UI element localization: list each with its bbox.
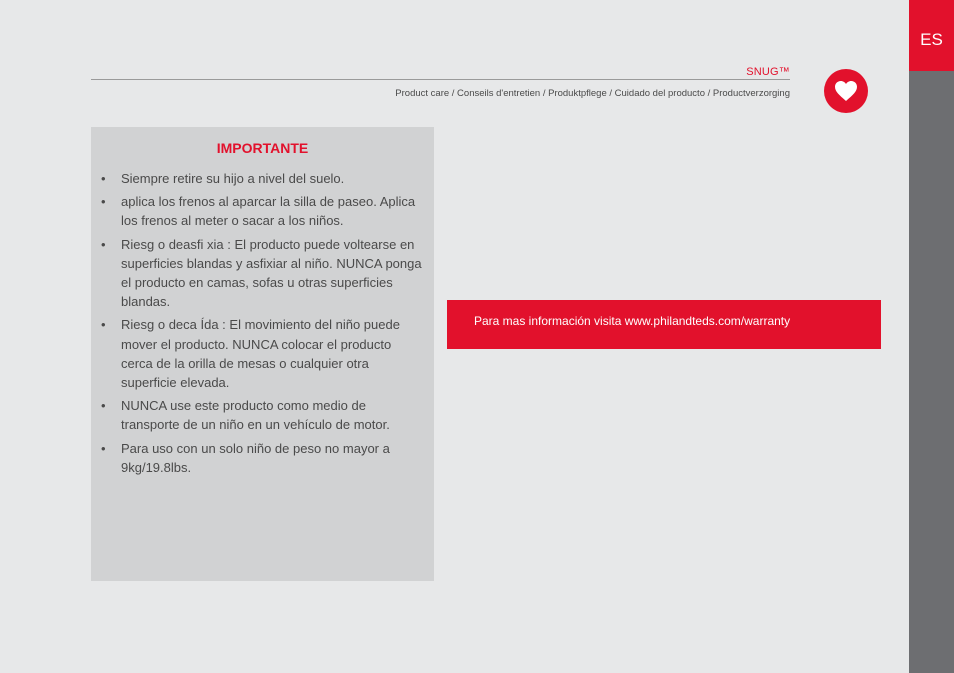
brand-name: SNUG™ — [746, 66, 790, 78]
warning-item: • Siempre retire su hijo a nivel del suelo. — [121, 169, 426, 188]
warning-item: • Riesg o deca Ída : El movimiento del niño puede mover el producto. NUNCA colocar el producto cerca de la orilla de mesas o cualquier otra superficie elevada. — [121, 315, 426, 392]
header-divider — [91, 79, 790, 80]
warning-item: • NUNCA use este producto como medio de transporte de un niño en un vehículo de motor. — [121, 396, 426, 434]
important-panel — [91, 127, 434, 581]
warranty-text: Para mas información visita www.philandteds.com/warranty — [474, 314, 791, 328]
warning-item: • Riesg o deasfi xia : El producto puede voltearse en superficies blandas y asfixiar al niño. NUNCA ponga el producto en camas, sofas u otras superficies blandas. — [121, 235, 426, 312]
heart-icon — [834, 80, 858, 102]
section-subtitle: Product care / Conseils d'entretien / Produktpflege / Cuidado del producto / Productverzorging — [395, 88, 790, 99]
warning-item: • aplica los frenos al aparcar la silla de paseo. Aplica los frenos al meter o sacar a los niños. — [121, 192, 426, 230]
important-title: IMPORTANTE — [216, 140, 309, 156]
warranty-banner — [447, 300, 881, 349]
language-tab — [909, 0, 954, 71]
care-badge — [824, 69, 868, 113]
side-bar — [909, 0, 954, 673]
warning-list — [121, 169, 426, 481]
language-label: ES — [920, 30, 943, 49]
warning-item: • Para uso con un solo niño de peso no mayor a 9kg/19.8lbs. — [121, 439, 426, 477]
